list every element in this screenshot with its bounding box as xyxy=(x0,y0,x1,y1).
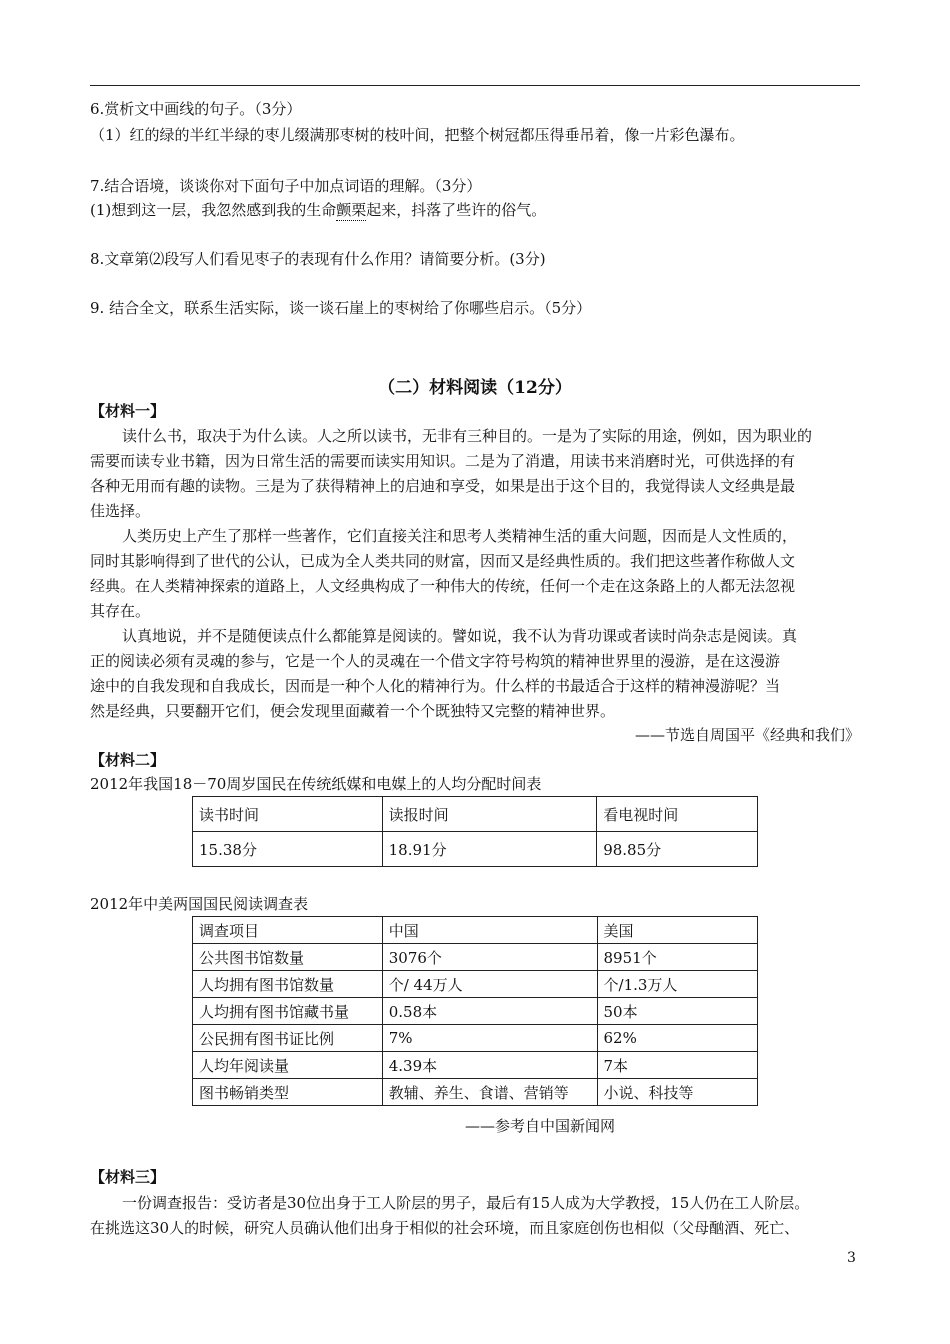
material-3-line: 在挑选这30人的时候，研究人员确认他们出身于相似的社会环境，而且家庭创伤也相似（父母酗酒、死亡、 xyxy=(90,1219,800,1237)
table-cell: 公民拥有图书证比例 xyxy=(193,1025,383,1052)
table-cell: 教辅、养生、食谱、营销等 xyxy=(382,1079,597,1106)
section-title: （二）材料阅读（12分） xyxy=(378,378,572,398)
question-8: 8.文章第⑵段写人们看见枣子的表现有什么作用？请简要分析。(3分) xyxy=(90,250,546,268)
table-cell: 公共图书馆数量 xyxy=(193,944,383,971)
question-9: 9. 结合全文，联系生活实际，谈一谈石崖上的枣树给了你哪些启示。（5分） xyxy=(90,299,592,317)
table-cell: 中国 xyxy=(382,917,597,944)
table-row xyxy=(193,944,758,971)
table-row xyxy=(193,797,758,832)
page-number: 3 xyxy=(847,1250,856,1266)
question-6: 6.赏析文中画线的句子。（3分） xyxy=(90,100,302,118)
table-cell: 50本 xyxy=(597,998,757,1025)
table-cell: 看电视时间 xyxy=(597,797,758,832)
material-2-label: 【材料二】 xyxy=(90,751,166,769)
material-1-line: 其存在。 xyxy=(90,602,151,620)
table-row xyxy=(193,1052,758,1079)
table-cell: 图书畅销类型 xyxy=(193,1079,383,1106)
table-cell: 7本 xyxy=(597,1052,757,1079)
table-cell: 4.39本 xyxy=(382,1052,597,1079)
table-cell: 个/1.3万人 xyxy=(597,971,757,998)
material-1-line: 人类历史上产生了那样一些著作，它们直接关注和思考人类精神生活的重大问题，因而是人文性质的， xyxy=(122,527,798,545)
header-rule xyxy=(90,85,860,86)
table-row xyxy=(193,1079,758,1106)
table-cell: 小说、科技等 xyxy=(597,1079,757,1106)
table-cell: 8951个 xyxy=(597,944,757,971)
table-row xyxy=(193,917,758,944)
table-row xyxy=(193,1025,758,1052)
table-row xyxy=(193,998,758,1025)
table-cell: 3076个 xyxy=(382,944,597,971)
material-1-line: 佳选择。 xyxy=(90,502,151,520)
table-cell: 人均年阅读量 xyxy=(193,1052,383,1079)
table-cell: 7% xyxy=(382,1025,597,1052)
reading-survey-table xyxy=(192,916,758,1106)
table-cell: 62% xyxy=(597,1025,757,1052)
table-cell: 读报时间 xyxy=(382,797,597,832)
table-1-title: 2012年我国18－70周岁国民在传统纸媒和电媒上的人均分配时间表 xyxy=(90,775,542,793)
table-2-title: 2012年中美两国国民阅读调查表 xyxy=(90,895,309,913)
table-cell: 调查项目 xyxy=(193,917,383,944)
table-cell: 读书时间 xyxy=(193,797,383,832)
material-1-line: 途中的自我发现和自我成长，因而是一种个人化的精神行为。什么样的书最适合于这样的精神漫游呢？当 xyxy=(90,677,781,695)
table-cell: 18.91分 xyxy=(382,832,597,867)
material-1-line: 同时其影响得到了世代的公认，已成为全人类共同的财富，因而又是经典性质的。我们把这些著作称做人文 xyxy=(90,552,796,570)
table-cell: 98.85分 xyxy=(597,832,758,867)
material-1-line: 经典。在人类精神探索的道路上，人文经典构成了一种伟大的传统，任何一个走在这条路上的人都无法忽视 xyxy=(90,577,796,595)
question-6-sentence: （1）红的绿的半红半绿的枣儿缀满那枣树的枝叶间，把整个树冠都压得垂吊着，像一片彩色瀑布。 xyxy=(90,126,745,144)
material-1-line: 正的阅读必须有灵魂的参与，它是一个人的灵魂在一个借文字符号构筑的精神世界里的漫游，是在这漫游 xyxy=(90,652,781,670)
time-allocation-table xyxy=(192,796,758,867)
material-1-line: 认真地说，并不是随便读点什么都能算是阅读的。譬如说，我不认为背功课或者读时尚杂志是阅读。真 xyxy=(122,627,798,645)
table-cell: 个/ 44万人 xyxy=(382,971,597,998)
table-cell: 美国 xyxy=(597,917,757,944)
table-cell: 15.38分 xyxy=(193,832,383,867)
table-row xyxy=(193,971,758,998)
material-3-line: 一份调查报告：受访者是30位出身于工人阶层的男子，最后有15人成为大学教授，15人仍在工人阶层。 xyxy=(122,1194,810,1212)
material-1-line: 各种无用而有趣的读物。三是为了获得精神上的启迪和享受，如果是出于这个目的，我觉得读人文经典是最 xyxy=(90,477,796,495)
table-row xyxy=(193,832,758,867)
question-7: 7.结合语境，谈谈你对下面句子中加点词语的理解。（3分） xyxy=(90,177,482,195)
material-1-label: 【材料一】 xyxy=(90,402,166,420)
material-1-line: 需要而读专业书籍，因为日常生活的需要而读实用知识。二是为了消遣，用读书来消磨时光，可供选择的有 xyxy=(90,452,796,470)
table-cell: 人均拥有图书馆数量 xyxy=(193,971,383,998)
material-2-source: ——参考自中国新闻网 xyxy=(465,1117,616,1135)
material-1-line: 读什么书，取决于为什么读。人之所以读书，无非有三种目的。一是为了实际的用途，例如，因为职业的 xyxy=(122,427,813,445)
material-3-label: 【材料三】 xyxy=(90,1168,166,1186)
table-cell: 人均拥有图书馆藏书量 xyxy=(193,998,383,1025)
question-7-sentence: (1)想到这一层，我忽然感到我的生命颤栗起来，抖落了些许的俗气。 xyxy=(90,201,547,219)
material-1-line: 然是经典，只要翻开它们，便会发现里面藏着一个个既独特又完整的精神世界。 xyxy=(90,702,616,720)
table-cell: 0.58本 xyxy=(382,998,597,1025)
material-1-source: ——节选自周国平《经典和我们》 xyxy=(634,726,860,744)
dotted-word: 颤栗 xyxy=(336,201,367,219)
